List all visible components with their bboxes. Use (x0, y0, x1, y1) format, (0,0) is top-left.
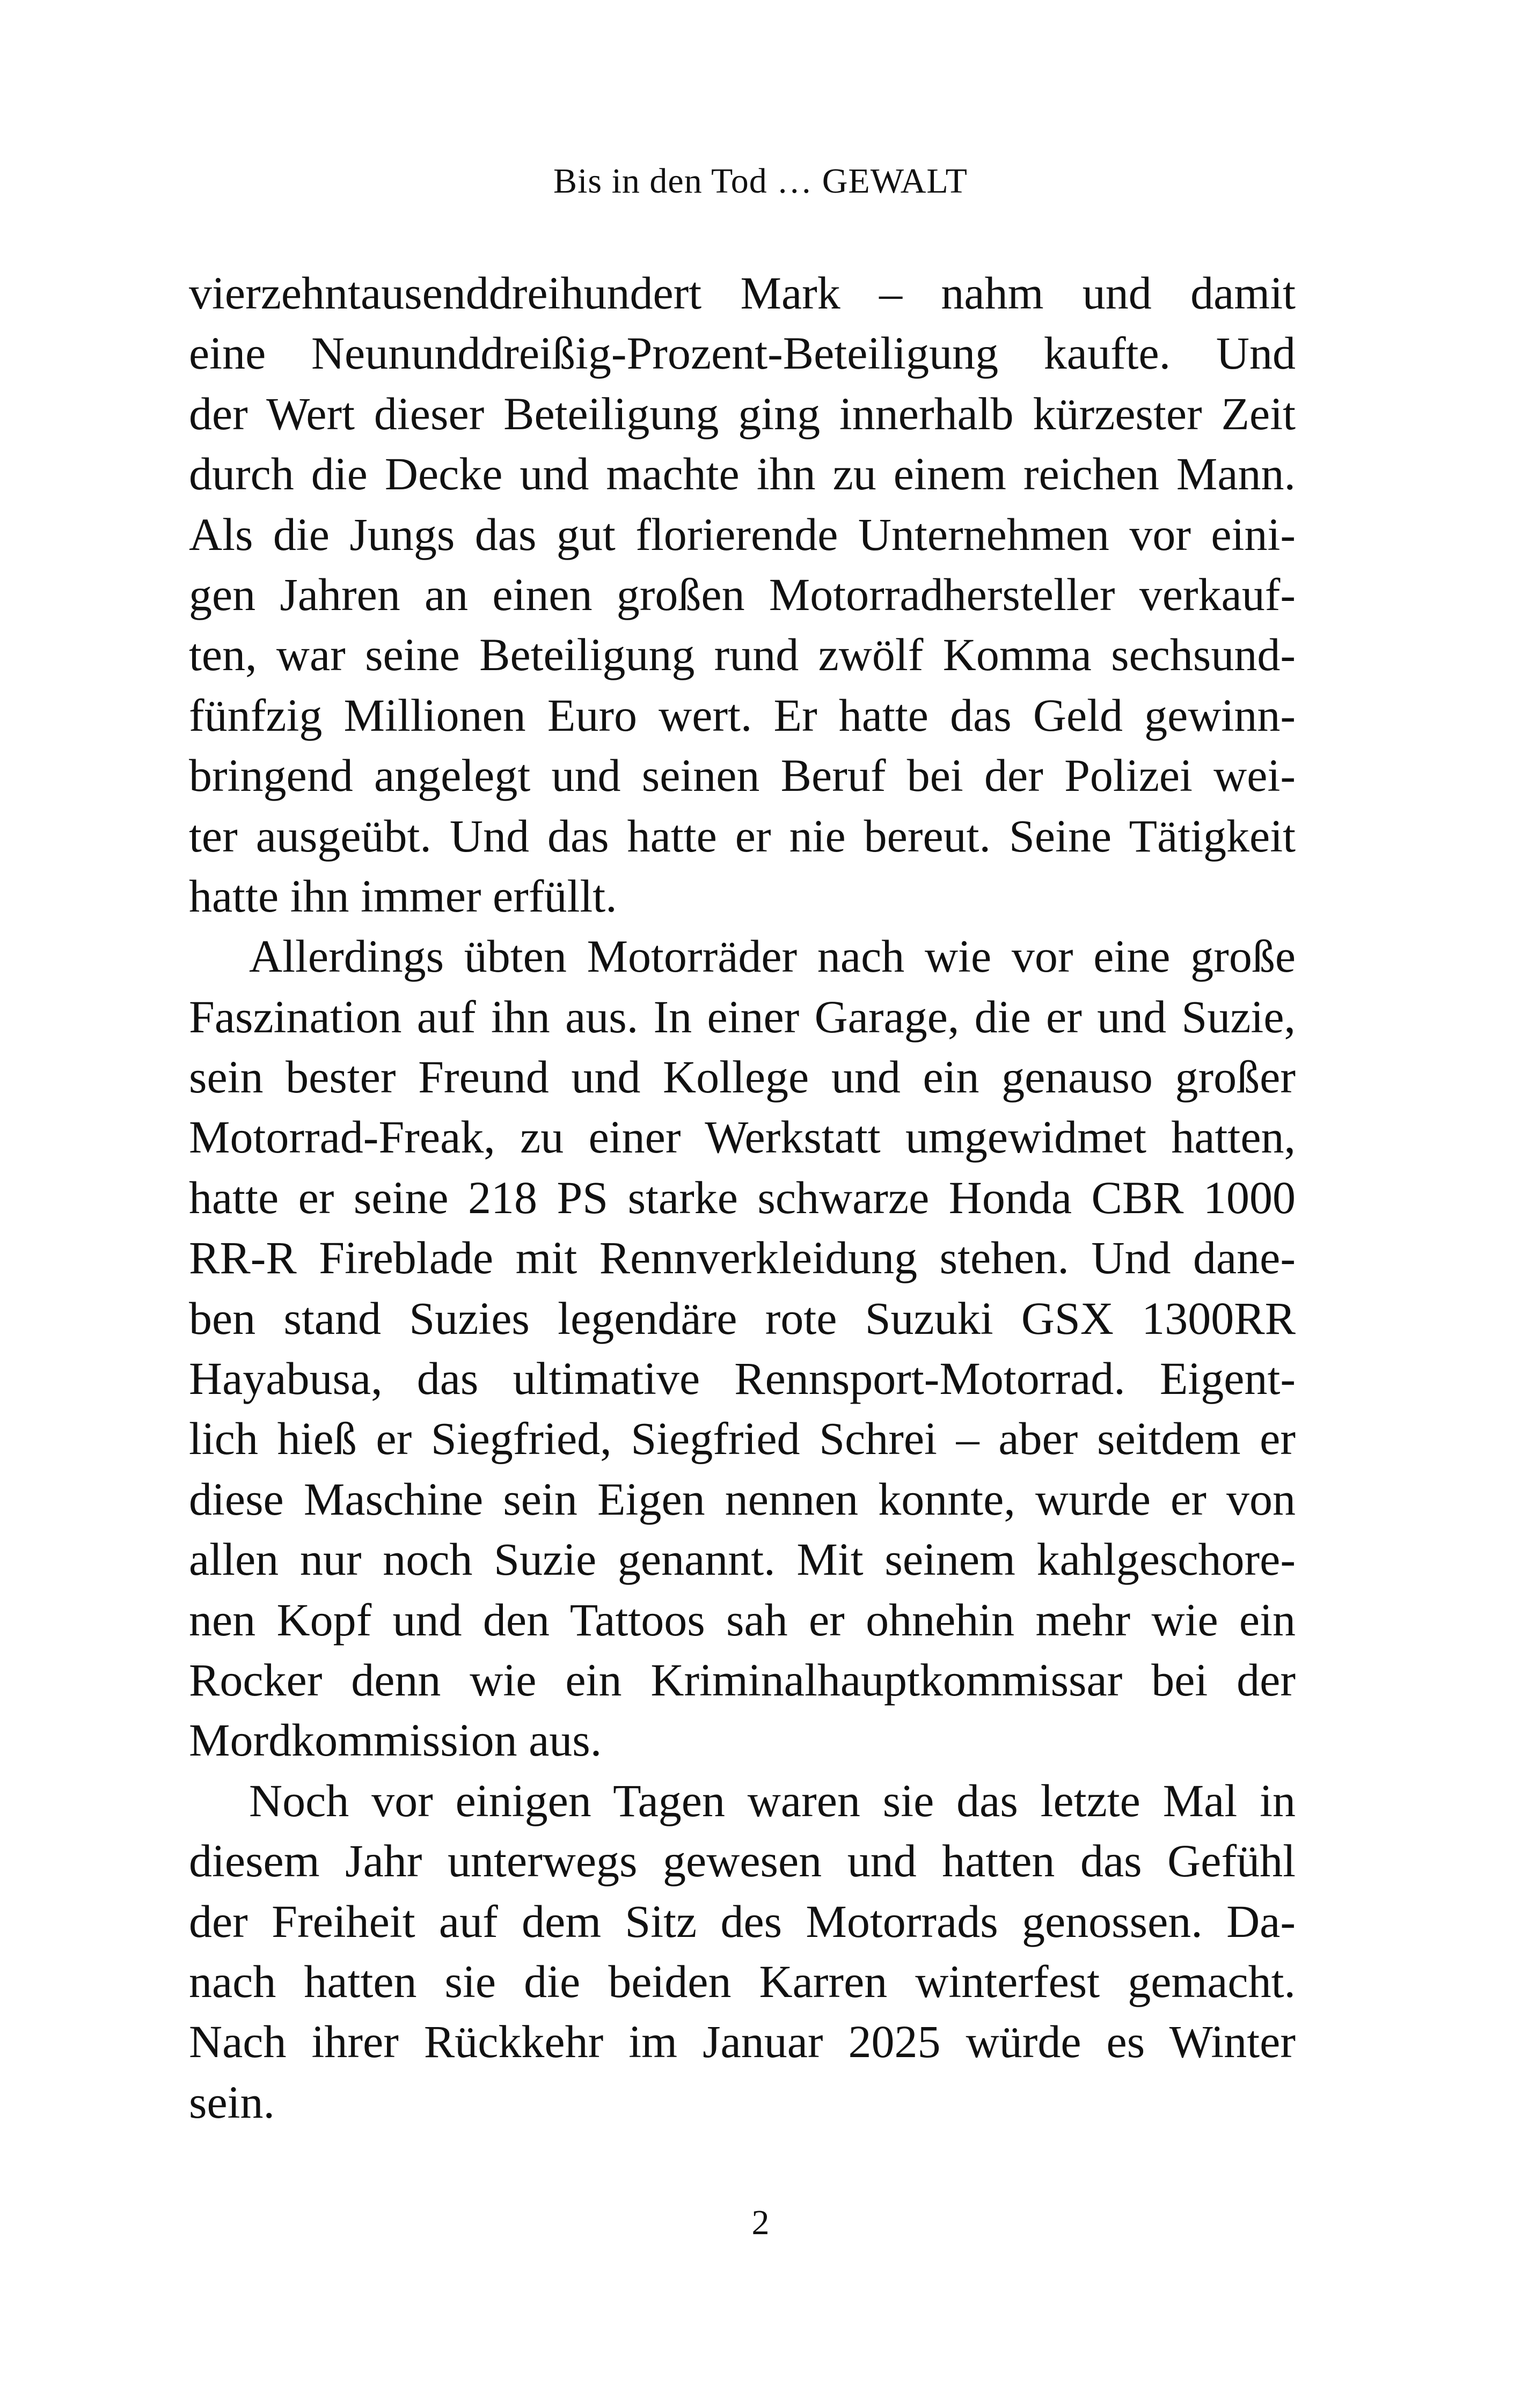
text-line: bringend angelegt und seinen Beruf bei der Polizei wei- (189, 750, 1296, 802)
text-line: hatte er seine 218 PS starke schwarze Honda CBR 1000 (189, 1171, 1296, 1223)
text-line: lich hieß er Siegfried, Siegfried Schrei – aber seitdem er (189, 1413, 1296, 1465)
text-line: der Wert dieser Beteiligung ging innerhalb kürzester Zeit (189, 387, 1296, 439)
paragraph-2 (189, 926, 1296, 1770)
text-line: Mordkommission aus. (189, 1714, 602, 1766)
text-line: gen Jahren an einen großen Motorradhersteller verkauf- (189, 568, 1296, 620)
text-line: sein. (189, 2076, 275, 2128)
text-line: Nach ihrer Rückkehr im Januar 2025 würde es Winter (189, 2016, 1296, 2068)
text-line: nach hatten sie die beiden Karren winterfest gemacht. (189, 1955, 1296, 2007)
text-line: RR-R Fireblade mit Rennverkleidung stehen. Und dane- (189, 1232, 1296, 1284)
text-line: ter ausgeübt. Und das hatte er nie bereut. Seine Tätigkeit (189, 810, 1296, 862)
text-line: Als die Jungs das gut florierende Unternehmen vor eini- (189, 508, 1296, 560)
text-line: durch die Decke und machte ihn zu einem reichen Mann. (189, 448, 1296, 500)
text-line: nen Kopf und den Tattoos sah er ohnehin mehr wie ein (189, 1594, 1296, 1646)
text-line: Allerdings übten Motorräder nach wie vor eine große (249, 930, 1296, 982)
running-header: Bis in den Tod … GEWALT (553, 161, 968, 201)
text-line: hatte ihn immer erfüllt. (189, 870, 617, 922)
text-line: fünfzig Millionen Euro wert. Er hatte das Geld gewinn- (189, 689, 1296, 741)
text-line: der Freiheit auf dem Sitz des Motorrads genossen. Da- (189, 1895, 1296, 1947)
text-line: Noch vor einigen Tagen waren sie das letzte Mal in (249, 1774, 1296, 1826)
paragraph-1 (189, 263, 1296, 926)
text-line: Faszination auf ihn aus. In einer Garage, die er und Suzie, (189, 990, 1296, 1043)
text-line: eine Neununddreißig-Prozent-Beteiligung kaufte. Und (189, 327, 1296, 379)
text-line: diese Maschine sein Eigen nennen konnte, wurde er von (189, 1473, 1296, 1525)
text-line: diesem Jahr unterwegs gewesen und hatten das Gefühl (189, 1835, 1296, 1887)
text-line: allen nur noch Suzie genannt. Mit seinem kahlgeschore- (189, 1533, 1296, 1585)
paragraph-3 (189, 1771, 1296, 2132)
text-line: Rocker denn wie ein Kriminalhauptkommissar bei der (189, 1654, 1296, 1706)
body-text (189, 263, 1296, 2132)
text-line: Motorrad-Freak, zu einer Werkstatt umgewidmet hatten, (189, 1111, 1296, 1163)
page-number: 2 (751, 2203, 770, 2242)
text-line: sein bester Freund und Kollege und ein genauso großer (189, 1051, 1296, 1103)
text-line: ten, war seine Beteiligung rund zwölf Komma sechsund- (189, 629, 1296, 681)
text-line: ben stand Suzies legendäre rote Suzuki GSX 1300RR (189, 1292, 1296, 1344)
text-line: Hayabusa, das ultimative Rennsport-Motorrad. Eigent- (189, 1353, 1296, 1405)
text-line: vierzehntausenddreihundert Mark – nahm und damit (189, 267, 1296, 319)
